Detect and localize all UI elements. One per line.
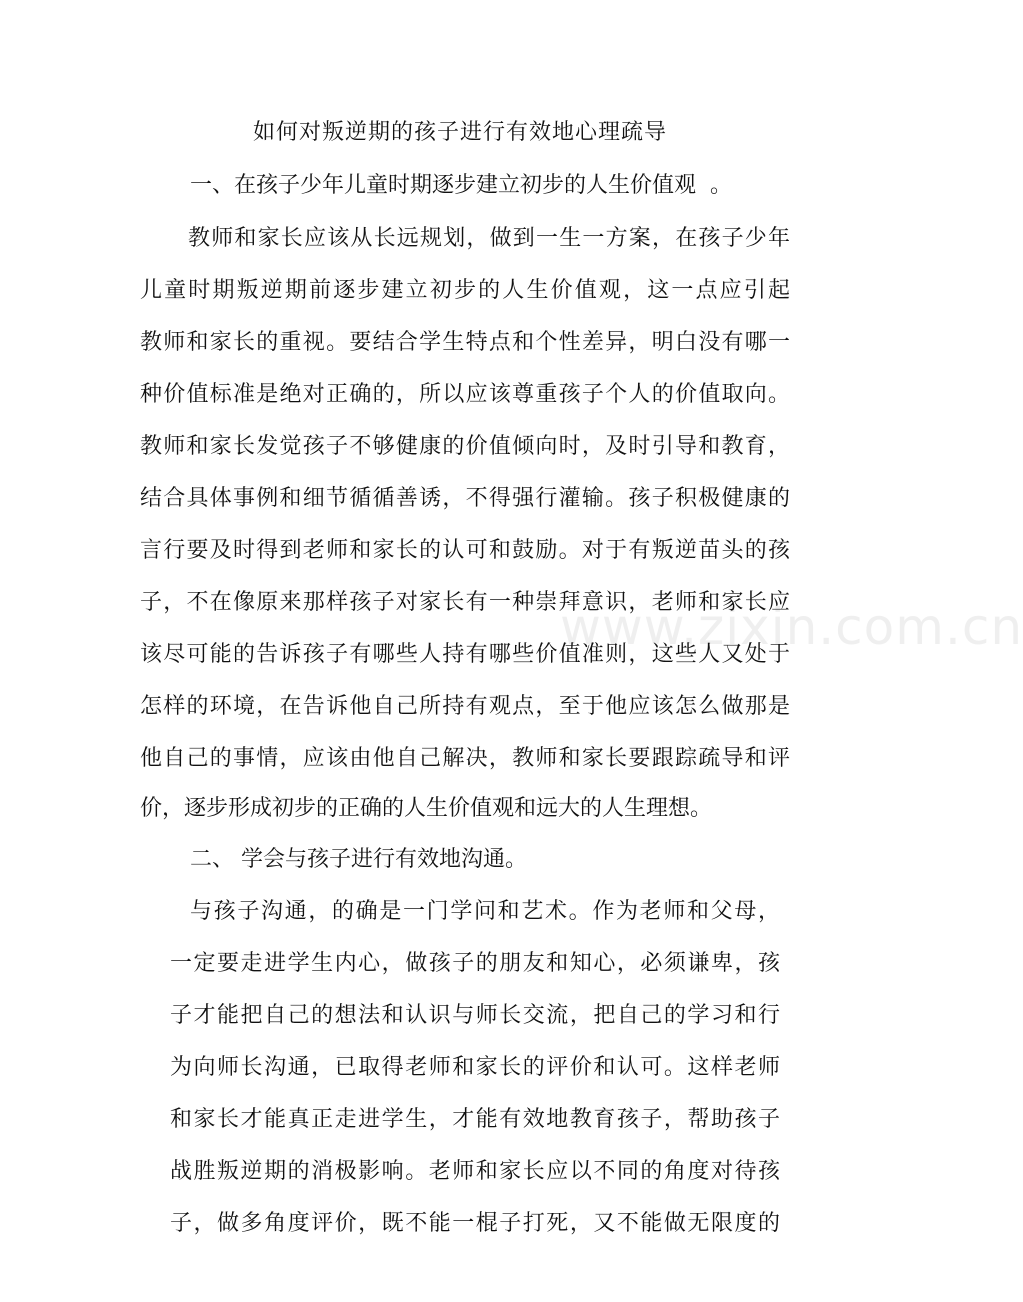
paragraph-line: 子，做多角度评价，既不能一棍子打死，又不能做无限度的: [170, 1211, 780, 1236]
paragraph-line: 一定要走进学生内心，做孩子的朋友和知心，必须谦卑，孩: [170, 951, 780, 976]
paragraph-line: 子才能把自己的想法和认识与师长交流，把自己的学习和行: [170, 1003, 780, 1028]
paragraph-line: 战胜叛逆期的消极影响。老师和家长应以不同的角度对待孩: [170, 1159, 780, 1184]
watermark: www.zixin.com.cn: [560, 598, 1023, 656]
paragraph-line: 该尽可能的告诉孩子有哪些人持有哪些价值准则，这些人又处于: [140, 642, 790, 667]
paragraph-line: 子，不在像原来那样孩子对家长有一种崇拜意识，老师和家长应: [140, 590, 790, 615]
paragraph-line: 教师和家长发觉孩子不够健康的价值倾向时，及时引导和教育，: [140, 434, 790, 459]
document-title: 如何对叛逆期的孩子进行有效地心理疏导: [252, 120, 667, 145]
paragraph-line: 他自己的事情，应该由他自己解决，教师和家长要跟踪疏导和评: [140, 746, 790, 771]
paragraph-line: 价，逐步形成初步的正确的人生价值观和远大的人生理想。: [140, 796, 713, 821]
paragraph-line: 和家长才能真正走进学生，才能有效地教育孩子，帮助孩子: [170, 1107, 780, 1132]
paragraph-line: 为向师长沟通，已取得老师和家长的评价和认可。这样老师: [170, 1055, 780, 1080]
paragraph-line: 言行要及时得到老师和家长的认可和鼓励。对于有叛逆苗头的孩: [140, 538, 790, 563]
paragraph-line: 种价值标准是绝对正确的，所以应该尊重孩子个人的价值取向。: [140, 382, 790, 407]
paragraph-line: 与孩子沟通，的确是一门学问和艺术。作为老师和父母，: [190, 899, 780, 924]
paragraph-line: 结合具体事例和细节循循善诱，不得强行灌输。孩子积极健康的: [140, 486, 790, 511]
section-1-heading: 一、在孩子少年儿童时期逐步建立初步的人生价值观 。: [190, 173, 732, 198]
paragraph-line: 怎样的环境，在告诉他自己所持有观点，至于他应该怎么做那是: [140, 694, 790, 719]
paragraph-line: 儿童时期叛逆期前逐步建立初步的人生价值观，这一点应引起: [140, 278, 790, 303]
paragraph-line: 教师和家长应该从长远规划，做到一生一方案，在孩子少年: [188, 226, 790, 251]
section-2-heading: 二、 学会与孩子进行有效地沟通。: [190, 847, 527, 872]
paragraph-line: 教师和家长的重视。要结合学生特点和个性差异，明白没有哪一: [140, 330, 790, 355]
